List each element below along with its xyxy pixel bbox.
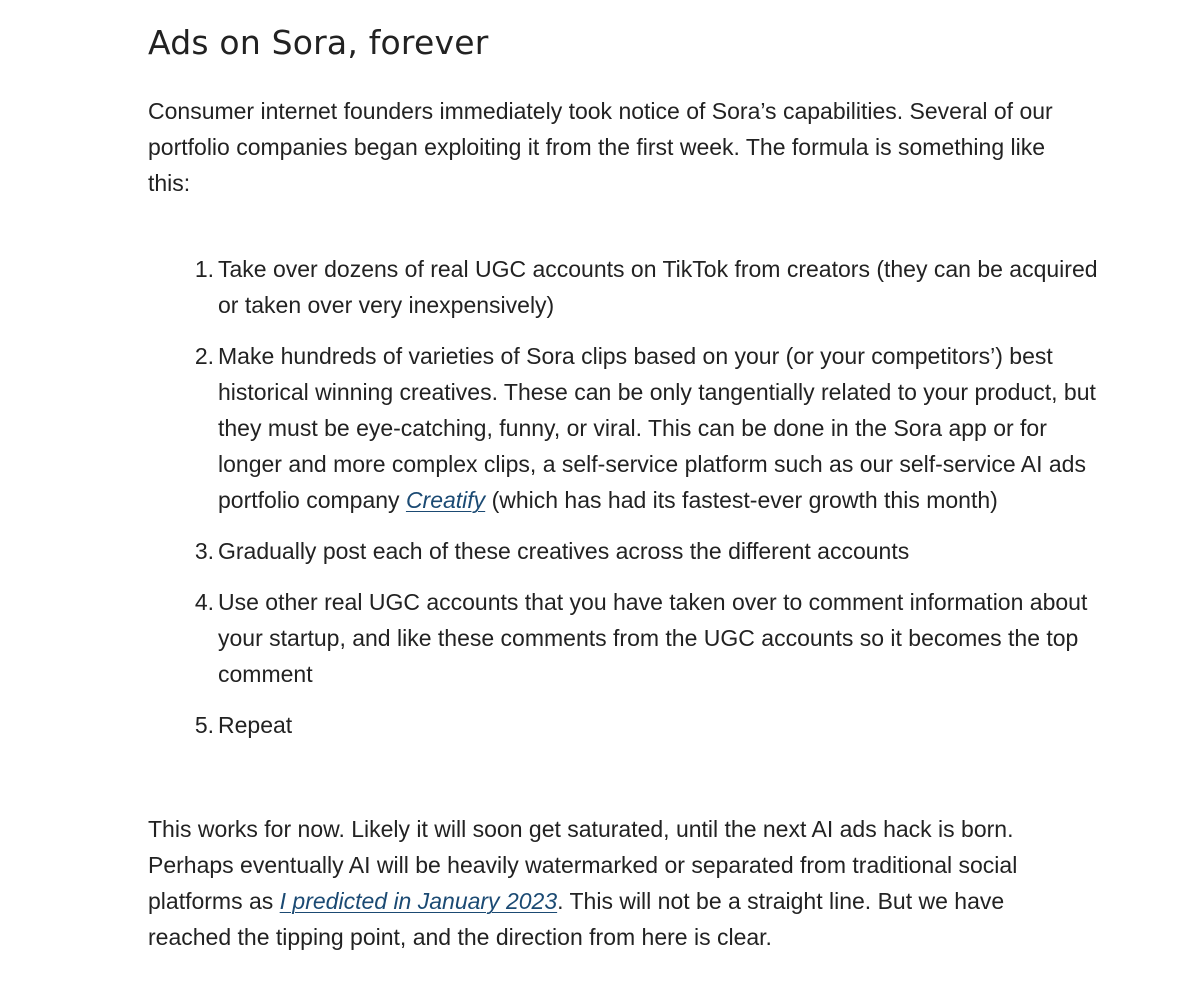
list-item-text: Take over dozens of real UGC accounts on TikTok from creators (they can be acquired or taken over very inexpensively) [218, 256, 1098, 318]
list-item-text: Gradually post each of these creatives across the different accounts [218, 538, 910, 564]
list-item [194, 707, 1098, 743]
list-item-text: Use other real UGC accounts that you have taken over to comment information about your startup, and like these comments from the UGC accounts so it becomes the top comment [218, 589, 1088, 687]
section-heading: Ads on Sora, forever [148, 23, 489, 62]
list-item-number: 4. [194, 589, 214, 615]
creatify-link[interactable]: Creatify [405, 487, 486, 513]
list-item [194, 338, 1098, 518]
list-item [194, 251, 1098, 323]
prediction-link[interactable]: I predicted in January 2023 [279, 888, 558, 914]
intro-paragraph: Consumer internet founders immediately took notice of Sora’s capabilities. Several of our portfolio companies began exploiting it from the first week. The formula is something like this: [148, 98, 1053, 196]
list-item-text-tail: (which has had its fastest-ever growth this month) [485, 487, 998, 513]
list-item-number: 3. [194, 538, 214, 564]
list-item [194, 533, 1098, 569]
closing-text: This works for now. Likely it will soon get saturated, until the next AI ads hack is born. Perhaps eventually AI will be heavily watermarked or separated from traditional social platforms as [148, 816, 1018, 914]
closing-text-tail: . This will not be a straight line. But we have reached the tipping point, and the direction from here is clear. [148, 888, 1005, 950]
list-item-text: Make hundreds of varieties of Sora clips based on your (or your competitors’) best historical winning creatives. These can be only tangentially related to your product, but they must be eye-catching, funny, or viral. This can be done in the Sora app or for longer and more complex clips, a self-service platform such as our self-service AI ads portfolio company [218, 343, 1096, 513]
closing-paragraph [148, 811, 1093, 955]
steps-list [148, 251, 1098, 758]
list-item-number: 2. [194, 343, 214, 369]
list-item-text: Repeat [218, 712, 293, 738]
list-item-number: 1. [194, 256, 214, 282]
list-item [194, 584, 1098, 692]
list-item-number: 5. [194, 712, 214, 738]
